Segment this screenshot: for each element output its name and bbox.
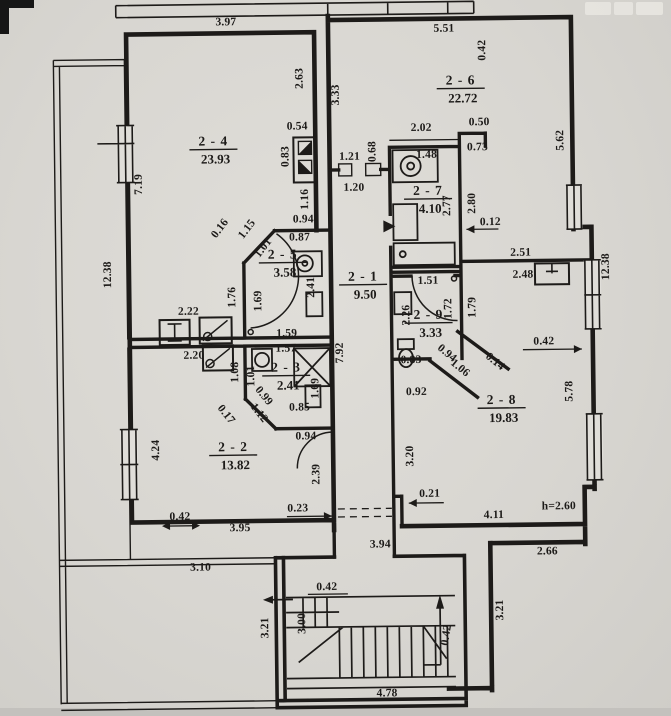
dimension-label: 0.54 <box>286 120 308 133</box>
dimension-label: 3.21 <box>493 599 507 621</box>
room-number-label: 2 - 4 <box>198 133 229 149</box>
dimension-label: 2.39 <box>310 463 323 485</box>
dimension-label: 1.72 <box>442 298 455 320</box>
dimension-label: 2.66 <box>536 545 558 558</box>
dimension-label: 3.20 <box>404 445 417 467</box>
window-left-lower <box>120 429 139 499</box>
dimension-label: 1.20 <box>343 181 365 194</box>
dimension-marks <box>157 138 585 596</box>
windows <box>97 120 604 500</box>
room-area-label: 23.93 <box>200 151 231 167</box>
dimension-label: 1.21 <box>339 150 361 163</box>
dimension-label: 1.06 <box>448 356 472 380</box>
dimension-label: 5.51 <box>433 22 455 35</box>
room-area-label: 19.83 <box>489 409 519 426</box>
room-area-label: 3.33 <box>419 324 443 340</box>
dimension-label: 2.51 <box>510 246 532 259</box>
dimension-label: 2.63 <box>293 67 306 89</box>
room-label-underline <box>339 284 387 285</box>
room-label-underline <box>478 408 526 409</box>
room-area-label: 2.41 <box>276 377 300 393</box>
room-area-label: 22.72 <box>448 90 478 106</box>
dimension-label: 1.59 <box>276 327 298 340</box>
window-left-upper <box>97 125 135 182</box>
room-label-underline <box>437 88 485 89</box>
dimension-label: 1.01 <box>252 236 275 260</box>
dimension-label: 1.51 <box>417 274 439 287</box>
dimension-label: 3.00 <box>296 612 309 634</box>
dimension-label: 7.19 <box>132 173 145 195</box>
duct-box-icon <box>160 320 190 345</box>
dimension-label: 0.50 <box>468 116 490 129</box>
dimension-label: 1.69 <box>252 290 265 312</box>
dimension-label: 0.94 <box>434 342 459 365</box>
dimension-label: 2.20 <box>183 349 205 362</box>
room-number-label: 2 - 7 <box>412 182 443 199</box>
dimension-label: 5.62 <box>554 129 567 151</box>
room-label-underline <box>405 323 453 324</box>
room-number-label: 2 - 3 <box>271 359 302 375</box>
dimension-label: 0.17 <box>214 402 238 427</box>
dimension-label: 0.83 <box>279 146 292 168</box>
dimension-label: 1.79 <box>466 296 479 318</box>
room-label-underline <box>262 375 310 376</box>
dimension-label: 0.94 <box>292 213 314 226</box>
dimension-label: 0.94 <box>295 430 317 443</box>
dimension-label: 0.12 <box>479 215 501 229</box>
room-number-label: 2 - 5 <box>267 246 298 262</box>
dimension-label: 1.08 <box>229 361 242 383</box>
room-label-underline <box>404 199 452 200</box>
radiator-icon <box>535 263 569 284</box>
room-label-underline <box>189 149 237 150</box>
dimension-label: 2.02 <box>410 121 432 135</box>
dimension-label: 0.92 <box>405 385 427 399</box>
dimension-label: 2.41 <box>305 276 318 298</box>
stairs <box>263 594 456 689</box>
dimension-label: 0.21 <box>419 487 441 500</box>
room-label-underline <box>209 455 257 456</box>
room-area-label: 9.50 <box>353 286 377 302</box>
dimension-label: 2.26 <box>400 304 413 326</box>
top-band <box>116 1 474 17</box>
dimension-label: 0.87 <box>288 231 311 244</box>
dimension-label: 3.33 <box>329 84 342 106</box>
dimension-label: 2.77 <box>441 195 454 217</box>
dimension-label: 0.83 <box>400 353 422 367</box>
dimension-label: 1.16 <box>298 188 312 210</box>
room-number-label: 2 - 1 <box>348 268 378 284</box>
dimension-label: 0.99 <box>252 384 276 408</box>
dimension-label: 0.42 <box>316 580 338 594</box>
room-number-label: 2 - 2 <box>218 439 249 455</box>
dimension-label: 4.11 <box>483 508 505 522</box>
room-number-label: 2 - 8 <box>486 391 517 408</box>
dimension-label: 12.38 <box>101 261 115 289</box>
dimension-label: 0.68 <box>366 140 379 163</box>
dimension-label: 4.78 <box>376 687 398 700</box>
dimension-label: 1.69 <box>309 377 322 399</box>
dimension-label: 0.73 <box>466 141 488 154</box>
dimension-label: 2.22 <box>177 305 199 318</box>
room-number-label: 2 - 6 <box>445 72 476 88</box>
dimension-label: 0.23 <box>287 502 309 515</box>
dimension-label: 5.78 <box>563 380 576 402</box>
dimension-label: 1.15 <box>235 217 259 242</box>
dimension-label: 1.12 <box>247 401 271 426</box>
dimension-label: h=2.60 <box>541 500 577 513</box>
dimension-label: 1.57 <box>275 342 297 355</box>
dimension-label: 0.42 <box>476 39 489 61</box>
dimension-label: 0.16 <box>208 216 232 241</box>
dimension-label: 4.24 <box>149 439 163 461</box>
dimension-label: 3.94 <box>369 538 391 551</box>
room-number-label: 2 - 9 <box>413 306 444 323</box>
dimension-label: 2.48 <box>512 268 534 281</box>
dimension-label: 3.21 <box>259 617 272 639</box>
dimension-label: 3.97 <box>215 16 237 29</box>
dimension-label: 1.01 <box>245 365 258 387</box>
dimension-label: 0.42 <box>169 510 191 524</box>
dimension-label: 0.42 <box>438 623 455 647</box>
dimension-label: 7.92 <box>333 342 347 364</box>
room-area-label: 13.82 <box>220 457 251 473</box>
room-area-label: 4.10 <box>418 200 442 216</box>
dimension-label: 3.95 <box>229 522 251 535</box>
partition-walls <box>127 129 595 560</box>
watermark <box>585 2 663 15</box>
dimension-label: 1.76 <box>226 286 239 308</box>
room-area-label: 3.58 <box>273 264 297 280</box>
door-jambs-corridor <box>339 163 381 176</box>
dimension-label: 1.48 <box>415 148 438 161</box>
window-right-2-6 <box>566 185 583 229</box>
dimension-label: 3.10 <box>190 561 212 574</box>
room-label-underline <box>259 262 307 263</box>
window-right-2-8-lower <box>586 414 604 480</box>
dimension-label: 2.80 <box>465 192 479 214</box>
dimension-label: 12.38 <box>599 253 613 281</box>
dimension-label: 0.85 <box>289 401 311 414</box>
dimension-label: 0.42 <box>533 335 555 348</box>
dimension-label: 0.14 <box>483 350 507 374</box>
